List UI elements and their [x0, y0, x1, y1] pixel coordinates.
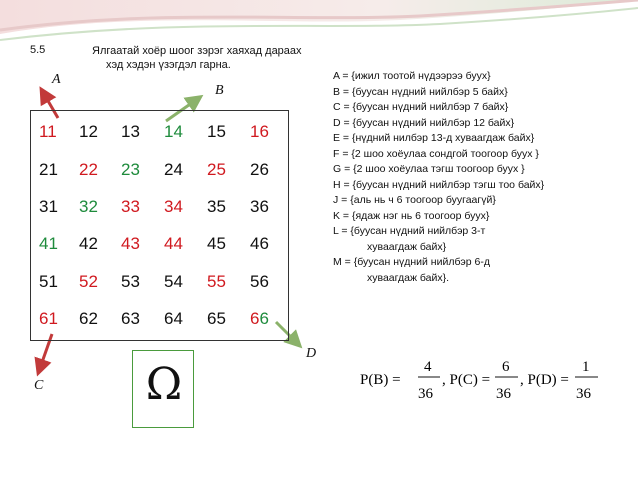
grid-cell: 41	[39, 234, 58, 253]
grid-cell: 54	[164, 272, 183, 291]
formula-pc-num: 6	[502, 359, 510, 375]
formula-pd: , P(D) =	[520, 372, 569, 388]
grid-cell: 25	[207, 160, 226, 179]
grid-cell: 63	[121, 309, 140, 328]
grid-cell: 23	[121, 160, 140, 179]
definition-line: M = {буусан нүдний нийлбэр 6-д	[333, 256, 490, 268]
probability-formula	[360, 350, 630, 410]
formula-pb-num: 4	[424, 359, 432, 375]
grid-cell: 66	[250, 309, 269, 328]
problem-line-2: хэд хэдэн үзэгдэл гарна.	[106, 59, 231, 71]
problem-line-1: Ялгаатай хоёр шоог зэрэг хаяхад дараах	[92, 45, 302, 57]
definition-line: E = {нүдний нилбэр 13-д хуваагдаж байх}	[333, 132, 535, 144]
grid-cell: 44	[164, 234, 183, 253]
grid-cell: 32	[79, 197, 98, 216]
formula-pd-den: 36	[576, 386, 591, 402]
grid-cell: 46	[250, 234, 269, 253]
event-definitions	[333, 69, 633, 286]
grid-cell: 21	[39, 160, 58, 179]
grid-cell: 33	[121, 197, 140, 216]
definition-line: хуваагдаж байх}	[367, 240, 447, 253]
definition-line: C = {буусан нүдний нийлбэр 7 байх}	[333, 101, 509, 113]
label-b: B	[215, 83, 224, 98]
omega-symbol: Ω	[145, 359, 183, 410]
definition-line: A = {ижил тоотой нүдээрээ буух}	[333, 70, 491, 82]
grid-cell: 56	[250, 272, 269, 291]
grid-cell: 34	[164, 197, 183, 216]
grid-cell: 16	[250, 122, 269, 141]
grid-cell: 52	[79, 272, 98, 291]
definition-line: хуваагдаж байх}.	[367, 271, 450, 284]
definition-line: G = {2 шоо хоёулаа тэгш тоогоор буух }	[333, 163, 525, 175]
formula-pc: , P(C) =	[442, 372, 491, 388]
formula-pd-num: 1	[582, 359, 590, 375]
omega-box	[132, 350, 194, 428]
grid-cell: 24	[164, 160, 183, 179]
formula-pb-den: 36	[418, 386, 433, 402]
definition-line: L = {буусан нүдний нийлбэр 3-т	[333, 225, 486, 237]
grid-cell: 64	[164, 309, 183, 328]
grid-cell: 43	[121, 234, 140, 253]
grid-cell: 14	[164, 122, 183, 141]
grid-cell: 62	[79, 309, 98, 328]
sample-space-table	[30, 110, 289, 341]
grid-cell: 45	[207, 234, 226, 253]
grid-cell: 61	[39, 309, 58, 328]
grid-cell: 11	[39, 122, 57, 141]
definition-line: K = {ядаж нэг нь 6 тоогоор буух}	[333, 209, 490, 222]
problem-number: 5.5	[30, 44, 46, 56]
definition-line: J = {аль нь ч 6 тоогоор буугаагүй}	[333, 194, 496, 206]
definition-line: F = {2 шоо хоёулаа сондгой тоогоор буух }	[333, 147, 539, 160]
grid-cell: 42	[79, 234, 98, 253]
grid-cell: 35	[207, 197, 226, 216]
formula-pb: P(B) =	[360, 372, 401, 388]
grid-cell: 26	[250, 160, 269, 179]
label-c: C	[34, 378, 44, 393]
label-a: A	[52, 72, 61, 87]
grid-cell: 53	[121, 272, 140, 291]
definition-line: D = {буусан нүдний нийлбэр 12 байх}	[333, 116, 515, 129]
grid-cell: 13	[121, 122, 140, 141]
grid-cell: 65	[207, 309, 226, 328]
grid-cell: 12	[79, 122, 98, 141]
grid-cell: 22	[79, 160, 98, 179]
grid-cell: 15	[207, 122, 226, 141]
definition-line: B = {буусан нүдний нийлбэр 5 байх}	[333, 85, 508, 98]
grid-cell: 55	[207, 272, 226, 291]
label-d: D	[306, 346, 317, 361]
grid-cell: 36	[250, 197, 269, 216]
grid-cell: 51	[39, 272, 58, 291]
grid-cell: 31	[39, 197, 58, 216]
formula-pc-den: 36	[496, 386, 511, 402]
definition-line: H = {буусан нүдний нийлбэр тэгш тоо байх}	[333, 178, 545, 191]
